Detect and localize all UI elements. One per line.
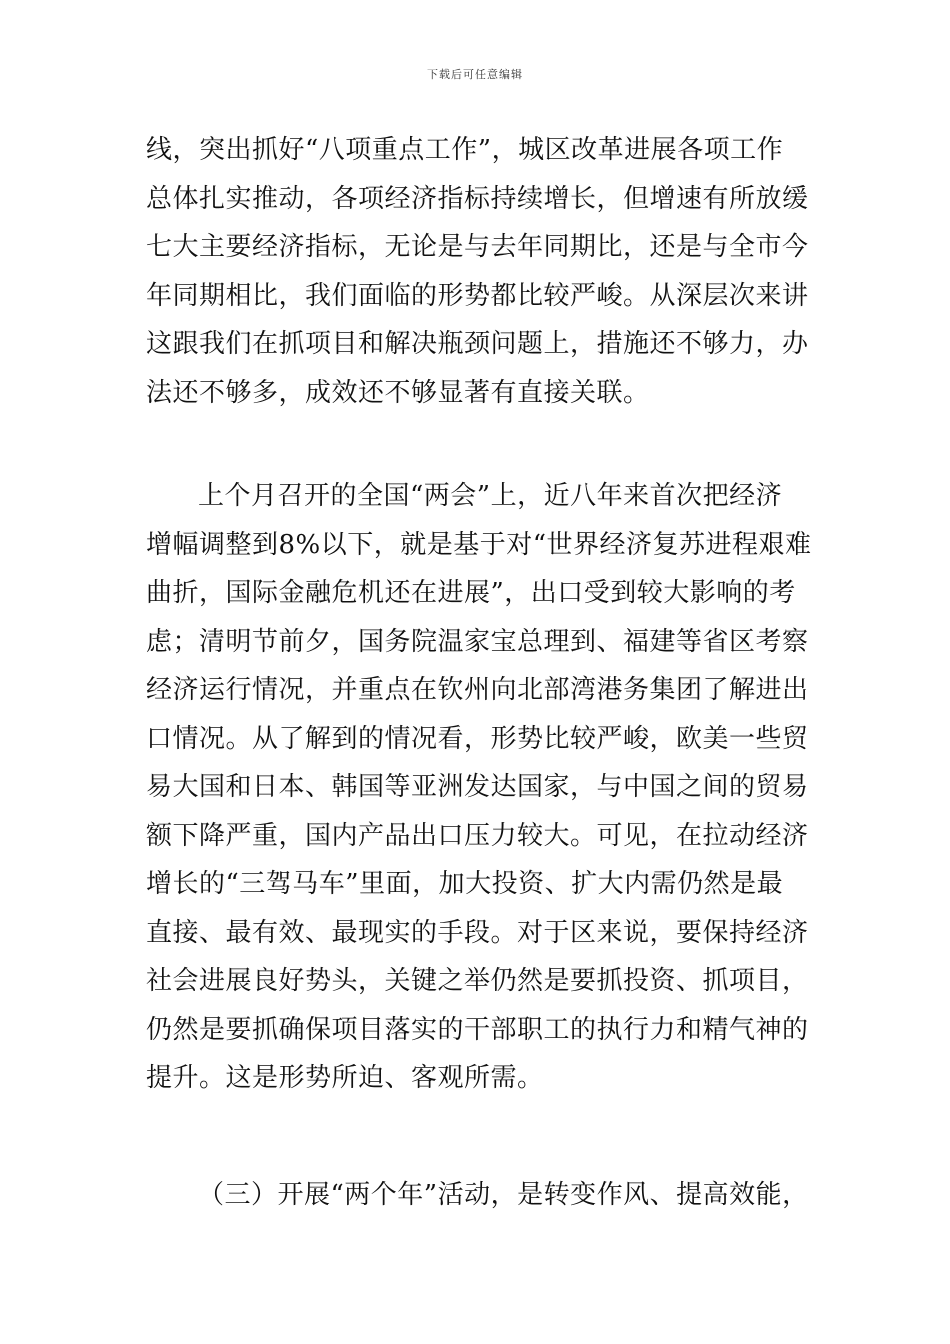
text-line: 曲折，国际金融危机还在进展”，出口受到较大影响的考 <box>146 578 796 608</box>
text-line: 增长的“三驾马车”里面，加大投资、扩大内需仍然是最 <box>146 869 784 899</box>
text-line: 提升。这是形势所迫、客观所需。 <box>146 1063 544 1093</box>
text-line: 这跟我们在抓项目和解决瓶颈问题上，措施还不够力，办 <box>146 329 809 359</box>
text-line: 社会进展良好势头，关键之举仍然是要抓投资、抓项目， <box>146 966 809 996</box>
text-line: 年同期相比，我们面临的形势都比较严峻。从深层次来讲 <box>146 280 809 311</box>
text-line: 额下降严重，国内产品出口压力较大。可见，在拉动经济 <box>146 820 809 851</box>
page-header: 下载后可任意编辑 <box>427 68 523 81</box>
text-line: （三）开展“两个年”活动，是转变作风、提高效能， <box>198 1180 809 1210</box>
text-line: 法还不够多，成效还不够显著有直接关联。 <box>146 377 650 408</box>
text-line: 七大主要经济指标，无论是与去年同期比，还是与全市今 <box>146 232 809 262</box>
text-line: 增幅调整到8%以下，就是基于对“世界经济复苏进程艰难 <box>146 529 812 560</box>
text-line: 仍然是要抓确保项目落实的干部职工的执行力和精气神的 <box>146 1014 809 1045</box>
text-line: 口情况。从了解到的情况看，形势比较严峻，欧美一些贸 <box>146 723 809 754</box>
text-line: 直接、最有效、最现实的手段。对于区来说，要保持经济 <box>146 917 809 948</box>
text-line: 总体扎实推动，各项经济指标持续增长，但增速有所放缓 <box>146 183 809 214</box>
text-line: 易大国和日本、韩国等亚洲发达国家，与中国之间的贸易 <box>146 772 809 802</box>
paragraph-1 <box>146 126 826 417</box>
text-line: 虑；清明节前夕，国务院温家宝总理到、福建等省区考察 <box>146 626 809 657</box>
text-line: 线，突出抓好“八项重点工作”，城区改革进展各项工作 <box>146 135 784 165</box>
paragraph-2 <box>146 472 826 1103</box>
paragraph-3 <box>146 1171 826 1220</box>
text-line: 上个月召开的全国“两会”上，近八年来首次把经济 <box>198 481 783 511</box>
text-line: 经济运行情况，并重点在钦州向北部湾港务集团了解进出 <box>146 675 809 705</box>
